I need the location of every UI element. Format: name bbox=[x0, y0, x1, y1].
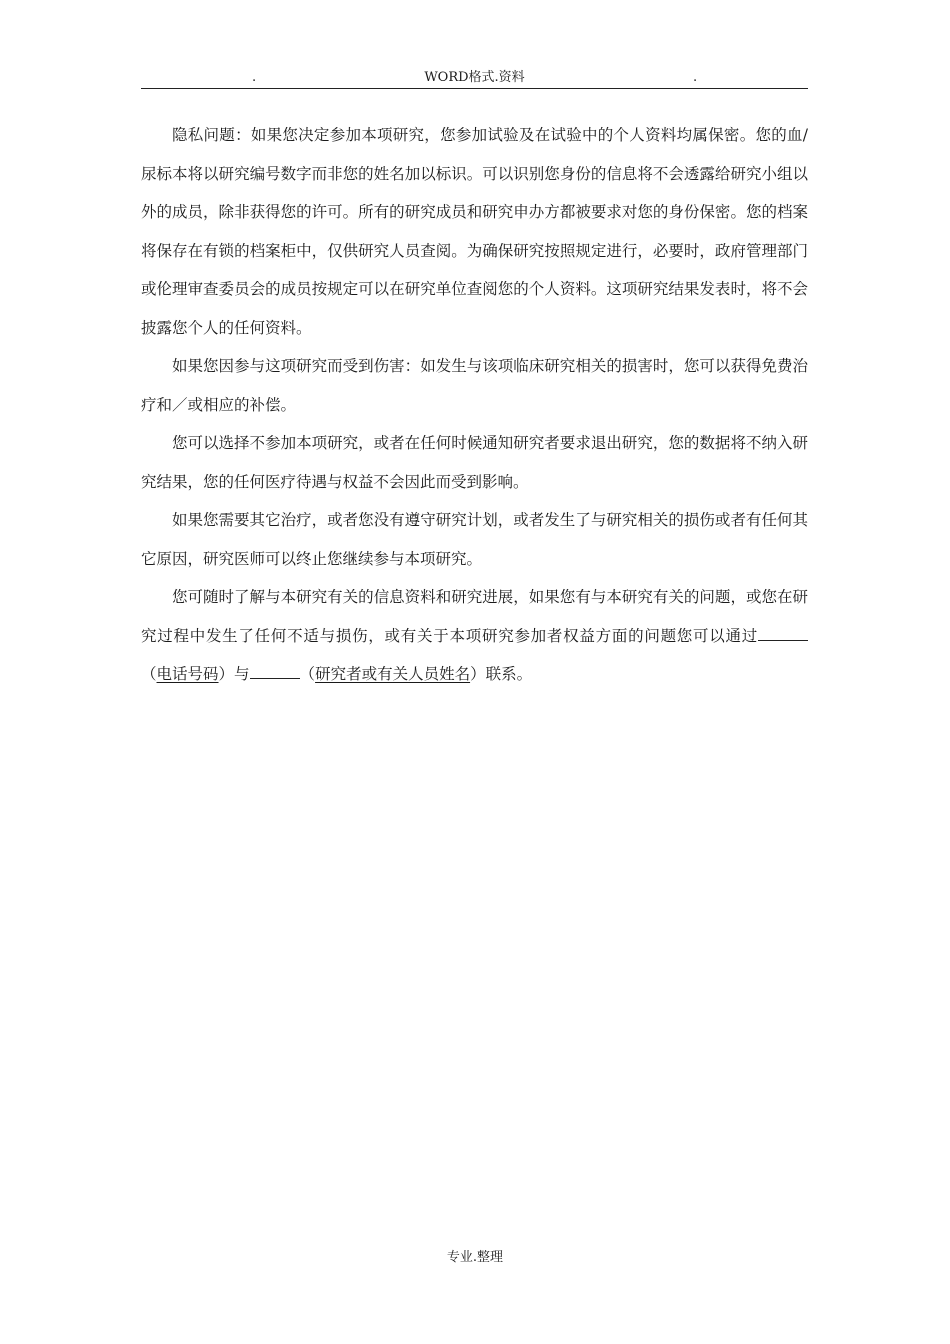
name-blank bbox=[250, 662, 300, 679]
document-body bbox=[141, 116, 808, 694]
header-dot-left: . bbox=[252, 70, 257, 85]
phone-label: 电话号码 bbox=[156, 665, 219, 683]
contact-paren-open-2: （ bbox=[299, 665, 316, 683]
contact-paren-open-1: （ bbox=[141, 665, 157, 683]
contact-paren-close-1: ）与 bbox=[218, 665, 250, 683]
header-title: WORD格式.资料 bbox=[424, 70, 525, 85]
contact-paren-close-2: ）联系。 bbox=[470, 665, 533, 683]
page-footer: 专业.整理 bbox=[446, 1250, 504, 1265]
contact-text: 您可随时了解与本研究有关的信息资料和研究进展，如果您有与本研究有关的问题，或您在研究过程中发生了任何不适与损伤，或有关于本项研究参加者权益方面的问题您可以通过 bbox=[141, 588, 808, 645]
header-dot-right: . bbox=[693, 70, 698, 85]
page-header bbox=[141, 68, 808, 89]
termination-paragraph: 如果您需要其它治疗，或者您没有遵守研究计划，或者发生了与研究相关的损伤或者有任何其它原因，研究医师可以终止您继续参与本项研究。 bbox=[141, 511, 808, 568]
name-label: 研究者或有关人员姓名 bbox=[315, 665, 471, 683]
injury-paragraph: 如果您因参与这项研究而受到伤害：如发生与该项临床研究相关的损害时，您可以获得免费治疗和／或相应的补偿。 bbox=[141, 357, 808, 414]
withdraw-paragraph: 您可以选择不参加本项研究，或者在任何时候通知研究者要求退出研究，您的数据将不纳入研究结果，您的任何医疗待遇与权益不会因此而受到影响。 bbox=[141, 434, 808, 491]
privacy-paragraph: 隐私问题：如果您决定参加本项研究，您参加试验及在试验中的个人资料均属保密。您的血/尿标本将以研究编号数字而非您的姓名加以标识。可以识别您身份的信息将不会透露给研究小组以外的成员，除非获得您的许可。所有的研究成员和研究申办方都被要求对您的身份保密。您的档案将保存在有锁的档案柜中，仅供研究人员查阅。为确保研究按照规定进行，必要时，政府管理部门或伦理审查委员会的成员按规定可以在研究单位查阅您的个人资料。这项研究结果发表时，将不会披露您个人的任何资料。 bbox=[141, 126, 808, 337]
contact-paragraph bbox=[141, 578, 808, 694]
phone-blank bbox=[758, 623, 808, 640]
